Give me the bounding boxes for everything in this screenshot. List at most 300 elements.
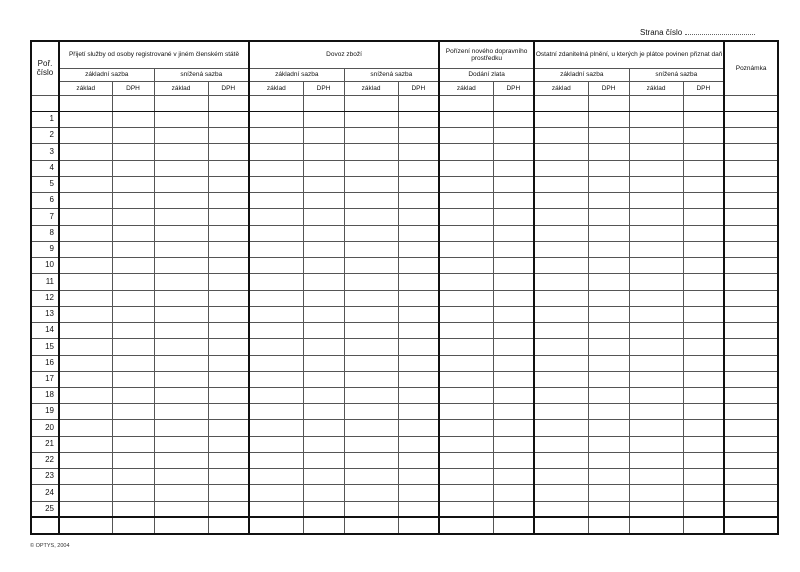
amount-cell[interactable] <box>398 274 439 290</box>
amount-cell[interactable] <box>439 160 493 176</box>
amount-cell[interactable] <box>154 485 208 501</box>
amount-cell[interactable] <box>629 258 683 274</box>
amount-cell[interactable] <box>112 339 154 355</box>
amount-cell[interactable] <box>683 323 724 339</box>
amount-cell[interactable] <box>534 144 588 160</box>
note-cell[interactable] <box>724 420 778 436</box>
note-cell[interactable] <box>724 469 778 485</box>
amount-cell[interactable] <box>154 355 208 371</box>
amount-cell[interactable] <box>534 258 588 274</box>
amount-cell[interactable] <box>154 290 208 306</box>
amount-cell[interactable] <box>249 404 303 420</box>
amount-cell[interactable] <box>439 485 493 501</box>
amount-cell[interactable] <box>439 112 493 128</box>
amount-cell[interactable] <box>629 420 683 436</box>
amount-cell[interactable] <box>154 517 208 533</box>
amount-cell[interactable] <box>112 128 154 144</box>
amount-cell[interactable] <box>398 452 439 468</box>
amount-cell[interactable] <box>493 355 534 371</box>
amount-cell[interactable] <box>59 339 112 355</box>
amount-cell[interactable] <box>629 241 683 257</box>
amount-cell[interactable] <box>344 160 398 176</box>
amount-cell[interactable] <box>208 436 249 452</box>
amount-cell[interactable] <box>534 96 588 112</box>
amount-cell[interactable] <box>493 225 534 241</box>
amount-cell[interactable] <box>208 420 249 436</box>
amount-cell[interactable] <box>629 501 683 517</box>
amount-cell[interactable] <box>208 485 249 501</box>
amount-cell[interactable] <box>398 258 439 274</box>
amount-cell[interactable] <box>493 176 534 192</box>
amount-cell[interactable] <box>683 517 724 533</box>
amount-cell[interactable] <box>112 420 154 436</box>
amount-cell[interactable] <box>344 469 398 485</box>
amount-cell[interactable] <box>398 290 439 306</box>
amount-cell[interactable] <box>344 404 398 420</box>
amount-cell[interactable] <box>154 339 208 355</box>
amount-cell[interactable] <box>112 96 154 112</box>
amount-cell[interactable] <box>629 290 683 306</box>
amount-cell[interactable] <box>588 387 629 403</box>
amount-cell[interactable] <box>629 485 683 501</box>
amount-cell[interactable] <box>154 274 208 290</box>
amount-cell[interactable] <box>249 144 303 160</box>
amount-cell[interactable] <box>493 485 534 501</box>
amount-cell[interactable] <box>439 96 493 112</box>
amount-cell[interactable] <box>112 323 154 339</box>
amount-cell[interactable] <box>59 112 112 128</box>
amount-cell[interactable] <box>439 501 493 517</box>
amount-cell[interactable] <box>303 112 344 128</box>
amount-cell[interactable] <box>683 404 724 420</box>
amount-cell[interactable] <box>249 485 303 501</box>
note-cell[interactable] <box>724 144 778 160</box>
amount-cell[interactable] <box>534 306 588 322</box>
amount-cell[interactable] <box>398 193 439 209</box>
amount-cell[interactable] <box>534 290 588 306</box>
amount-cell[interactable] <box>534 436 588 452</box>
amount-cell[interactable] <box>154 371 208 387</box>
amount-cell[interactable] <box>112 306 154 322</box>
amount-cell[interactable] <box>154 501 208 517</box>
amount-cell[interactable] <box>208 501 249 517</box>
amount-cell[interactable] <box>683 452 724 468</box>
amount-cell[interactable] <box>154 144 208 160</box>
amount-cell[interactable] <box>493 209 534 225</box>
amount-cell[interactable] <box>439 323 493 339</box>
amount-cell[interactable] <box>683 241 724 257</box>
amount-cell[interactable] <box>59 501 112 517</box>
amount-cell[interactable] <box>398 241 439 257</box>
amount-cell[interactable] <box>59 517 112 533</box>
note-cell[interactable] <box>724 323 778 339</box>
amount-cell[interactable] <box>398 371 439 387</box>
amount-cell[interactable] <box>588 160 629 176</box>
amount-cell[interactable] <box>59 371 112 387</box>
amount-cell[interactable] <box>493 339 534 355</box>
amount-cell[interactable] <box>629 355 683 371</box>
amount-cell[interactable] <box>398 436 439 452</box>
amount-cell[interactable] <box>208 517 249 533</box>
amount-cell[interactable] <box>534 160 588 176</box>
amount-cell[interactable] <box>629 225 683 241</box>
amount-cell[interactable] <box>154 241 208 257</box>
amount-cell[interactable] <box>112 241 154 257</box>
amount-cell[interactable] <box>303 420 344 436</box>
amount-cell[interactable] <box>493 420 534 436</box>
amount-cell[interactable] <box>493 274 534 290</box>
note-cell[interactable] <box>724 371 778 387</box>
note-cell[interactable] <box>724 387 778 403</box>
amount-cell[interactable] <box>303 371 344 387</box>
amount-cell[interactable] <box>303 469 344 485</box>
amount-cell[interactable] <box>398 144 439 160</box>
amount-cell[interactable] <box>154 225 208 241</box>
amount-cell[interactable] <box>344 258 398 274</box>
amount-cell[interactable] <box>683 112 724 128</box>
amount-cell[interactable] <box>303 436 344 452</box>
amount-cell[interactable] <box>588 176 629 192</box>
note-cell[interactable] <box>724 241 778 257</box>
amount-cell[interactable] <box>439 387 493 403</box>
amount-cell[interactable] <box>208 96 249 112</box>
amount-cell[interactable] <box>208 241 249 257</box>
note-cell[interactable] <box>724 501 778 517</box>
amount-cell[interactable] <box>534 225 588 241</box>
amount-cell[interactable] <box>303 209 344 225</box>
amount-cell[interactable] <box>439 144 493 160</box>
amount-cell[interactable] <box>439 306 493 322</box>
amount-cell[interactable] <box>439 517 493 533</box>
amount-cell[interactable] <box>534 128 588 144</box>
amount-cell[interactable] <box>439 371 493 387</box>
amount-cell[interactable] <box>534 274 588 290</box>
amount-cell[interactable] <box>398 469 439 485</box>
amount-cell[interactable] <box>249 436 303 452</box>
note-cell[interactable] <box>724 355 778 371</box>
amount-cell[interactable] <box>683 128 724 144</box>
amount-cell[interactable] <box>154 452 208 468</box>
amount-cell[interactable] <box>208 387 249 403</box>
amount-cell[interactable] <box>398 339 439 355</box>
amount-cell[interactable] <box>249 469 303 485</box>
amount-cell[interactable] <box>112 290 154 306</box>
amount-cell[interactable] <box>629 404 683 420</box>
amount-cell[interactable] <box>398 485 439 501</box>
amount-cell[interactable] <box>303 225 344 241</box>
amount-cell[interactable] <box>629 323 683 339</box>
amount-cell[interactable] <box>208 404 249 420</box>
amount-cell[interactable] <box>112 371 154 387</box>
amount-cell[interactable] <box>344 112 398 128</box>
amount-cell[interactable] <box>154 96 208 112</box>
amount-cell[interactable] <box>398 176 439 192</box>
amount-cell[interactable] <box>208 128 249 144</box>
note-cell[interactable] <box>724 176 778 192</box>
amount-cell[interactable] <box>493 452 534 468</box>
amount-cell[interactable] <box>154 176 208 192</box>
amount-cell[interactable] <box>493 112 534 128</box>
note-cell[interactable] <box>724 485 778 501</box>
amount-cell[interactable] <box>588 112 629 128</box>
amount-cell[interactable] <box>59 274 112 290</box>
amount-cell[interactable] <box>303 258 344 274</box>
amount-cell[interactable] <box>112 485 154 501</box>
amount-cell[interactable] <box>344 241 398 257</box>
amount-cell[interactable] <box>249 517 303 533</box>
amount-cell[interactable] <box>303 355 344 371</box>
amount-cell[interactable] <box>629 452 683 468</box>
amount-cell[interactable] <box>629 144 683 160</box>
amount-cell[interactable] <box>493 387 534 403</box>
amount-cell[interactable] <box>534 176 588 192</box>
amount-cell[interactable] <box>398 355 439 371</box>
note-cell[interactable] <box>724 306 778 322</box>
amount-cell[interactable] <box>493 144 534 160</box>
note-cell[interactable] <box>724 160 778 176</box>
amount-cell[interactable] <box>398 501 439 517</box>
amount-cell[interactable] <box>344 371 398 387</box>
amount-cell[interactable] <box>534 241 588 257</box>
amount-cell[interactable] <box>59 387 112 403</box>
amount-cell[interactable] <box>112 387 154 403</box>
amount-cell[interactable] <box>629 96 683 112</box>
amount-cell[interactable] <box>249 241 303 257</box>
amount-cell[interactable] <box>154 160 208 176</box>
amount-cell[interactable] <box>534 387 588 403</box>
amount-cell[interactable] <box>683 371 724 387</box>
amount-cell[interactable] <box>683 436 724 452</box>
amount-cell[interactable] <box>344 501 398 517</box>
amount-cell[interactable] <box>493 258 534 274</box>
amount-cell[interactable] <box>683 387 724 403</box>
amount-cell[interactable] <box>588 420 629 436</box>
amount-cell[interactable] <box>588 485 629 501</box>
amount-cell[interactable] <box>534 485 588 501</box>
amount-cell[interactable] <box>344 355 398 371</box>
amount-cell[interactable] <box>249 258 303 274</box>
note-cell[interactable] <box>724 225 778 241</box>
amount-cell[interactable] <box>249 176 303 192</box>
amount-cell[interactable] <box>344 420 398 436</box>
amount-cell[interactable] <box>59 485 112 501</box>
amount-cell[interactable] <box>629 469 683 485</box>
amount-cell[interactable] <box>398 128 439 144</box>
amount-cell[interactable] <box>683 193 724 209</box>
amount-cell[interactable] <box>59 241 112 257</box>
amount-cell[interactable] <box>112 469 154 485</box>
amount-cell[interactable] <box>588 404 629 420</box>
amount-cell[interactable] <box>208 469 249 485</box>
amount-cell[interactable] <box>249 323 303 339</box>
note-cell[interactable] <box>724 404 778 420</box>
amount-cell[interactable] <box>112 160 154 176</box>
amount-cell[interactable] <box>588 371 629 387</box>
amount-cell[interactable] <box>588 290 629 306</box>
amount-cell[interactable] <box>683 225 724 241</box>
amount-cell[interactable] <box>534 452 588 468</box>
amount-cell[interactable] <box>344 517 398 533</box>
amount-cell[interactable] <box>534 517 588 533</box>
amount-cell[interactable] <box>493 241 534 257</box>
amount-cell[interactable] <box>249 225 303 241</box>
amount-cell[interactable] <box>629 306 683 322</box>
amount-cell[interactable] <box>249 274 303 290</box>
amount-cell[interactable] <box>344 290 398 306</box>
amount-cell[interactable] <box>439 209 493 225</box>
amount-cell[interactable] <box>303 160 344 176</box>
amount-cell[interactable] <box>303 96 344 112</box>
amount-cell[interactable] <box>249 96 303 112</box>
amount-cell[interactable] <box>344 387 398 403</box>
amount-cell[interactable] <box>588 501 629 517</box>
amount-cell[interactable] <box>398 160 439 176</box>
amount-cell[interactable] <box>59 144 112 160</box>
amount-cell[interactable] <box>493 290 534 306</box>
amount-cell[interactable] <box>398 209 439 225</box>
amount-cell[interactable] <box>208 112 249 128</box>
amount-cell[interactable] <box>683 176 724 192</box>
amount-cell[interactable] <box>629 209 683 225</box>
amount-cell[interactable] <box>493 436 534 452</box>
amount-cell[interactable] <box>59 469 112 485</box>
amount-cell[interactable] <box>303 176 344 192</box>
amount-cell[interactable] <box>588 339 629 355</box>
amount-cell[interactable] <box>588 274 629 290</box>
amount-cell[interactable] <box>208 323 249 339</box>
amount-cell[interactable] <box>344 176 398 192</box>
amount-cell[interactable] <box>208 160 249 176</box>
amount-cell[interactable] <box>493 160 534 176</box>
amount-cell[interactable] <box>588 469 629 485</box>
amount-cell[interactable] <box>398 404 439 420</box>
amount-cell[interactable] <box>249 112 303 128</box>
amount-cell[interactable] <box>154 420 208 436</box>
amount-cell[interactable] <box>588 225 629 241</box>
amount-cell[interactable] <box>629 371 683 387</box>
amount-cell[interactable] <box>398 96 439 112</box>
amount-cell[interactable] <box>493 128 534 144</box>
amount-cell[interactable] <box>683 209 724 225</box>
amount-cell[interactable] <box>249 128 303 144</box>
amount-cell[interactable] <box>344 225 398 241</box>
amount-cell[interactable] <box>683 144 724 160</box>
amount-cell[interactable] <box>629 274 683 290</box>
amount-cell[interactable] <box>439 339 493 355</box>
amount-cell[interactable] <box>588 436 629 452</box>
amount-cell[interactable] <box>534 404 588 420</box>
amount-cell[interactable] <box>439 274 493 290</box>
amount-cell[interactable] <box>112 452 154 468</box>
amount-cell[interactable] <box>303 501 344 517</box>
amount-cell[interactable] <box>683 306 724 322</box>
amount-cell[interactable] <box>629 193 683 209</box>
amount-cell[interactable] <box>112 193 154 209</box>
amount-cell[interactable] <box>59 258 112 274</box>
amount-cell[interactable] <box>59 452 112 468</box>
amount-cell[interactable] <box>249 452 303 468</box>
amount-cell[interactable] <box>249 355 303 371</box>
amount-cell[interactable] <box>534 323 588 339</box>
note-cell[interactable] <box>724 112 778 128</box>
amount-cell[interactable] <box>683 258 724 274</box>
amount-cell[interactable] <box>344 209 398 225</box>
amount-cell[interactable] <box>208 339 249 355</box>
amount-cell[interactable] <box>629 128 683 144</box>
amount-cell[interactable] <box>534 209 588 225</box>
amount-cell[interactable] <box>629 517 683 533</box>
amount-cell[interactable] <box>249 290 303 306</box>
amount-cell[interactable] <box>398 387 439 403</box>
amount-cell[interactable] <box>208 209 249 225</box>
amount-cell[interactable] <box>208 371 249 387</box>
amount-cell[interactable] <box>439 176 493 192</box>
amount-cell[interactable] <box>59 323 112 339</box>
amount-cell[interactable] <box>588 452 629 468</box>
amount-cell[interactable] <box>588 144 629 160</box>
amount-cell[interactable] <box>344 96 398 112</box>
note-cell[interactable] <box>724 96 778 112</box>
amount-cell[interactable] <box>112 404 154 420</box>
note-cell[interactable] <box>724 339 778 355</box>
amount-cell[interactable] <box>112 501 154 517</box>
amount-cell[interactable] <box>303 339 344 355</box>
amount-cell[interactable] <box>344 193 398 209</box>
amount-cell[interactable] <box>629 436 683 452</box>
amount-cell[interactable] <box>303 274 344 290</box>
amount-cell[interactable] <box>59 404 112 420</box>
amount-cell[interactable] <box>534 355 588 371</box>
amount-cell[interactable] <box>398 323 439 339</box>
amount-cell[interactable] <box>59 420 112 436</box>
amount-cell[interactable] <box>398 225 439 241</box>
note-cell[interactable] <box>724 258 778 274</box>
amount-cell[interactable] <box>588 517 629 533</box>
amount-cell[interactable] <box>208 306 249 322</box>
amount-cell[interactable] <box>59 193 112 209</box>
amount-cell[interactable] <box>439 241 493 257</box>
amount-cell[interactable] <box>683 485 724 501</box>
amount-cell[interactable] <box>534 501 588 517</box>
amount-cell[interactable] <box>154 323 208 339</box>
amount-cell[interactable] <box>344 339 398 355</box>
amount-cell[interactable] <box>59 306 112 322</box>
amount-cell[interactable] <box>588 128 629 144</box>
note-cell[interactable] <box>724 517 778 533</box>
amount-cell[interactable] <box>59 209 112 225</box>
amount-cell[interactable] <box>112 225 154 241</box>
amount-cell[interactable] <box>588 96 629 112</box>
amount-cell[interactable] <box>629 112 683 128</box>
amount-cell[interactable] <box>208 176 249 192</box>
amount-cell[interactable] <box>534 339 588 355</box>
amount-cell[interactable] <box>398 112 439 128</box>
amount-cell[interactable] <box>59 160 112 176</box>
amount-cell[interactable] <box>493 404 534 420</box>
amount-cell[interactable] <box>303 144 344 160</box>
amount-cell[interactable] <box>303 387 344 403</box>
amount-cell[interactable] <box>154 387 208 403</box>
amount-cell[interactable] <box>493 323 534 339</box>
amount-cell[interactable] <box>588 355 629 371</box>
amount-cell[interactable] <box>249 387 303 403</box>
amount-cell[interactable] <box>303 404 344 420</box>
amount-cell[interactable] <box>303 452 344 468</box>
amount-cell[interactable] <box>59 436 112 452</box>
amount-cell[interactable] <box>112 176 154 192</box>
amount-cell[interactable] <box>439 436 493 452</box>
amount-cell[interactable] <box>154 209 208 225</box>
